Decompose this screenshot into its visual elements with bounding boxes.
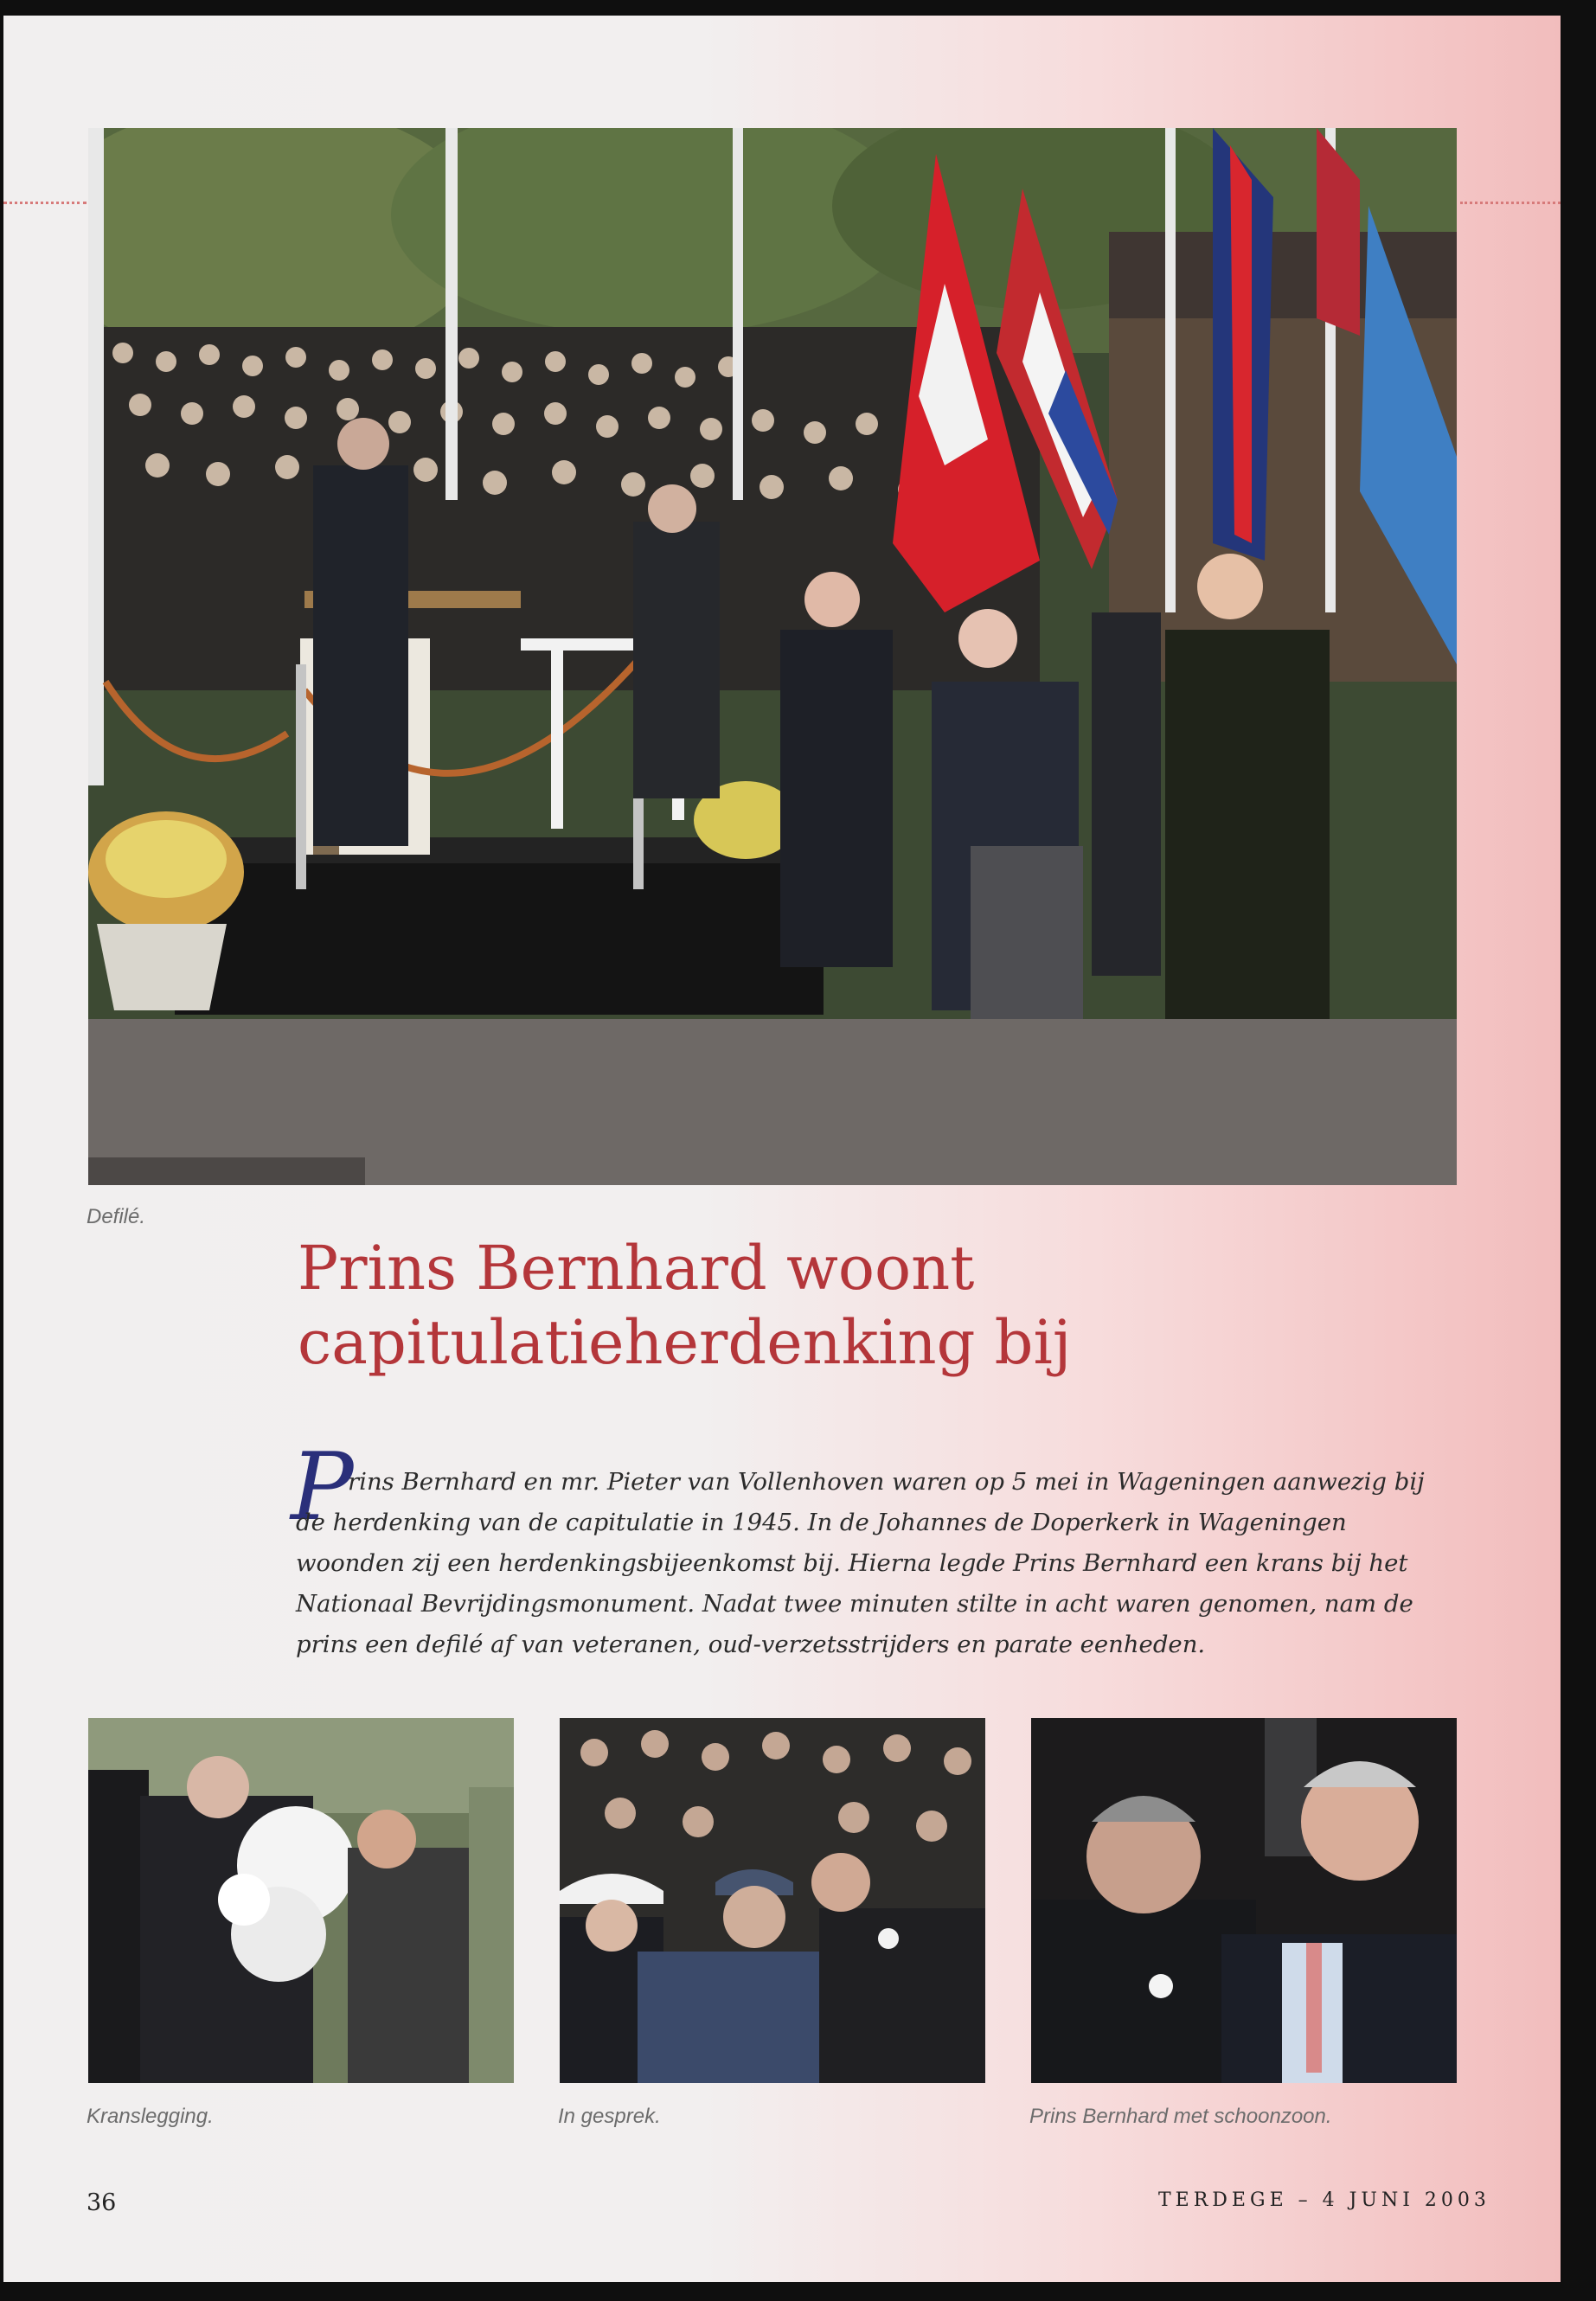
caption-kranslegging: Kranslegging. xyxy=(87,2105,214,2128)
dotted-rule-right xyxy=(1460,202,1561,204)
caption-schoonzoon: Prins Bernhard met schoonzoon. xyxy=(1029,2105,1332,2128)
photo-gesprek xyxy=(560,1718,985,2083)
publication-line: TERDEGE – 4 JUNI 2003 xyxy=(1158,2189,1490,2211)
photo-schoonzoon xyxy=(1031,1718,1457,2083)
headline-line-2: capitulatieherdenking bij xyxy=(298,1307,1072,1378)
photo-kranslegging xyxy=(88,1718,514,2083)
photo-defile xyxy=(88,128,1457,1185)
caption-gesprek: In gesprek. xyxy=(558,2105,661,2128)
article-headline xyxy=(298,1231,1509,1380)
dotted-rule-left xyxy=(3,202,87,204)
article-lead: rins Bernhard en mr. Pieter van Vollenhoven waren op 5 mei in Wageningen aanwezig bij de herdenking van de capitulatie in 1945. In de Johannes de Doperkerk in Wageningen woonden zij een herdenkingsbijeenkomst bij. Hierna legde Prins Bernhard een krans bij het Nationaal Bevrijdingsmonument. Nadat twee minuten stilte in acht waren genomen, nam de prins een defilé af van veteranen, oud-verzetsstrijders en parate eenheden. xyxy=(296,1468,1425,1658)
headline-line-1: Prins Bernhard woont xyxy=(298,1233,975,1304)
magazine-page xyxy=(3,16,1561,2282)
caption-defile: Defilé. xyxy=(87,1205,146,1228)
page-number: 36 xyxy=(87,2189,117,2216)
drop-cap: P xyxy=(291,1433,354,1541)
